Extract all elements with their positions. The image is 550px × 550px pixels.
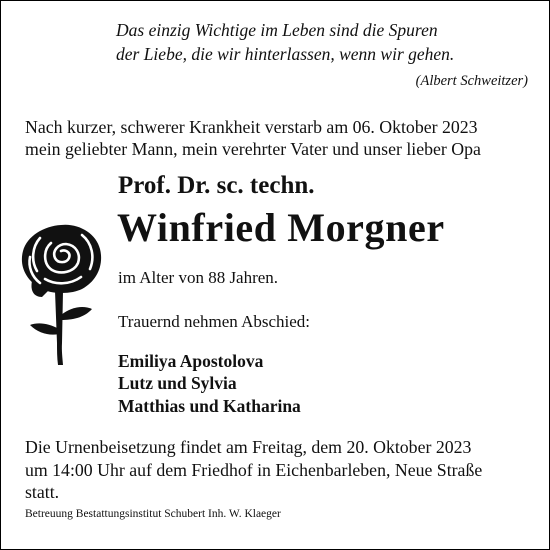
closing-line-1: Die Urnenbeisetzung findet am Freitag, dem 20. Oktober 2023: [25, 437, 472, 457]
age-text: im Alter von 88 Jahren.: [118, 268, 279, 287]
closing-line-2: um 14:00 Uhr auf dem Friedhof in Eichenbarleben, Neue Straße: [25, 460, 483, 480]
intro-line-2: mein geliebter Mann, mein verehrter Vater und unser lieber Opa: [25, 139, 481, 159]
quote-line-1: Das einzig Wichtige im Leben sind die Spuren: [116, 20, 438, 40]
quote-author: (Albert Schweitzer): [415, 73, 528, 89]
intro-line-1: Nach kurzer, schwerer Krankheit verstarb am 06. Oktober 2023: [25, 117, 478, 137]
footer-credit: Betreuung Bestattungsinstitut Schubert Inh. W. Klaeger: [25, 508, 281, 520]
deceased-title: Prof. Dr. sc. techn.: [118, 172, 315, 199]
mourner-name: Matthias und Katharina: [118, 396, 301, 416]
mourner-name: Emiliya Apostolova: [118, 351, 264, 371]
rose-icon: [18, 221, 104, 368]
closing-line-3: statt.: [25, 482, 60, 502]
quote-line-2: der Liebe, die wir hinterlassen, wenn wir gehen.: [116, 44, 455, 64]
mourner-name: Lutz und Sylvia: [118, 373, 237, 393]
deceased-name: Winfried Morgner: [117, 205, 445, 250]
mourning-heading: Trauernd nehmen Abschied:: [118, 312, 311, 331]
